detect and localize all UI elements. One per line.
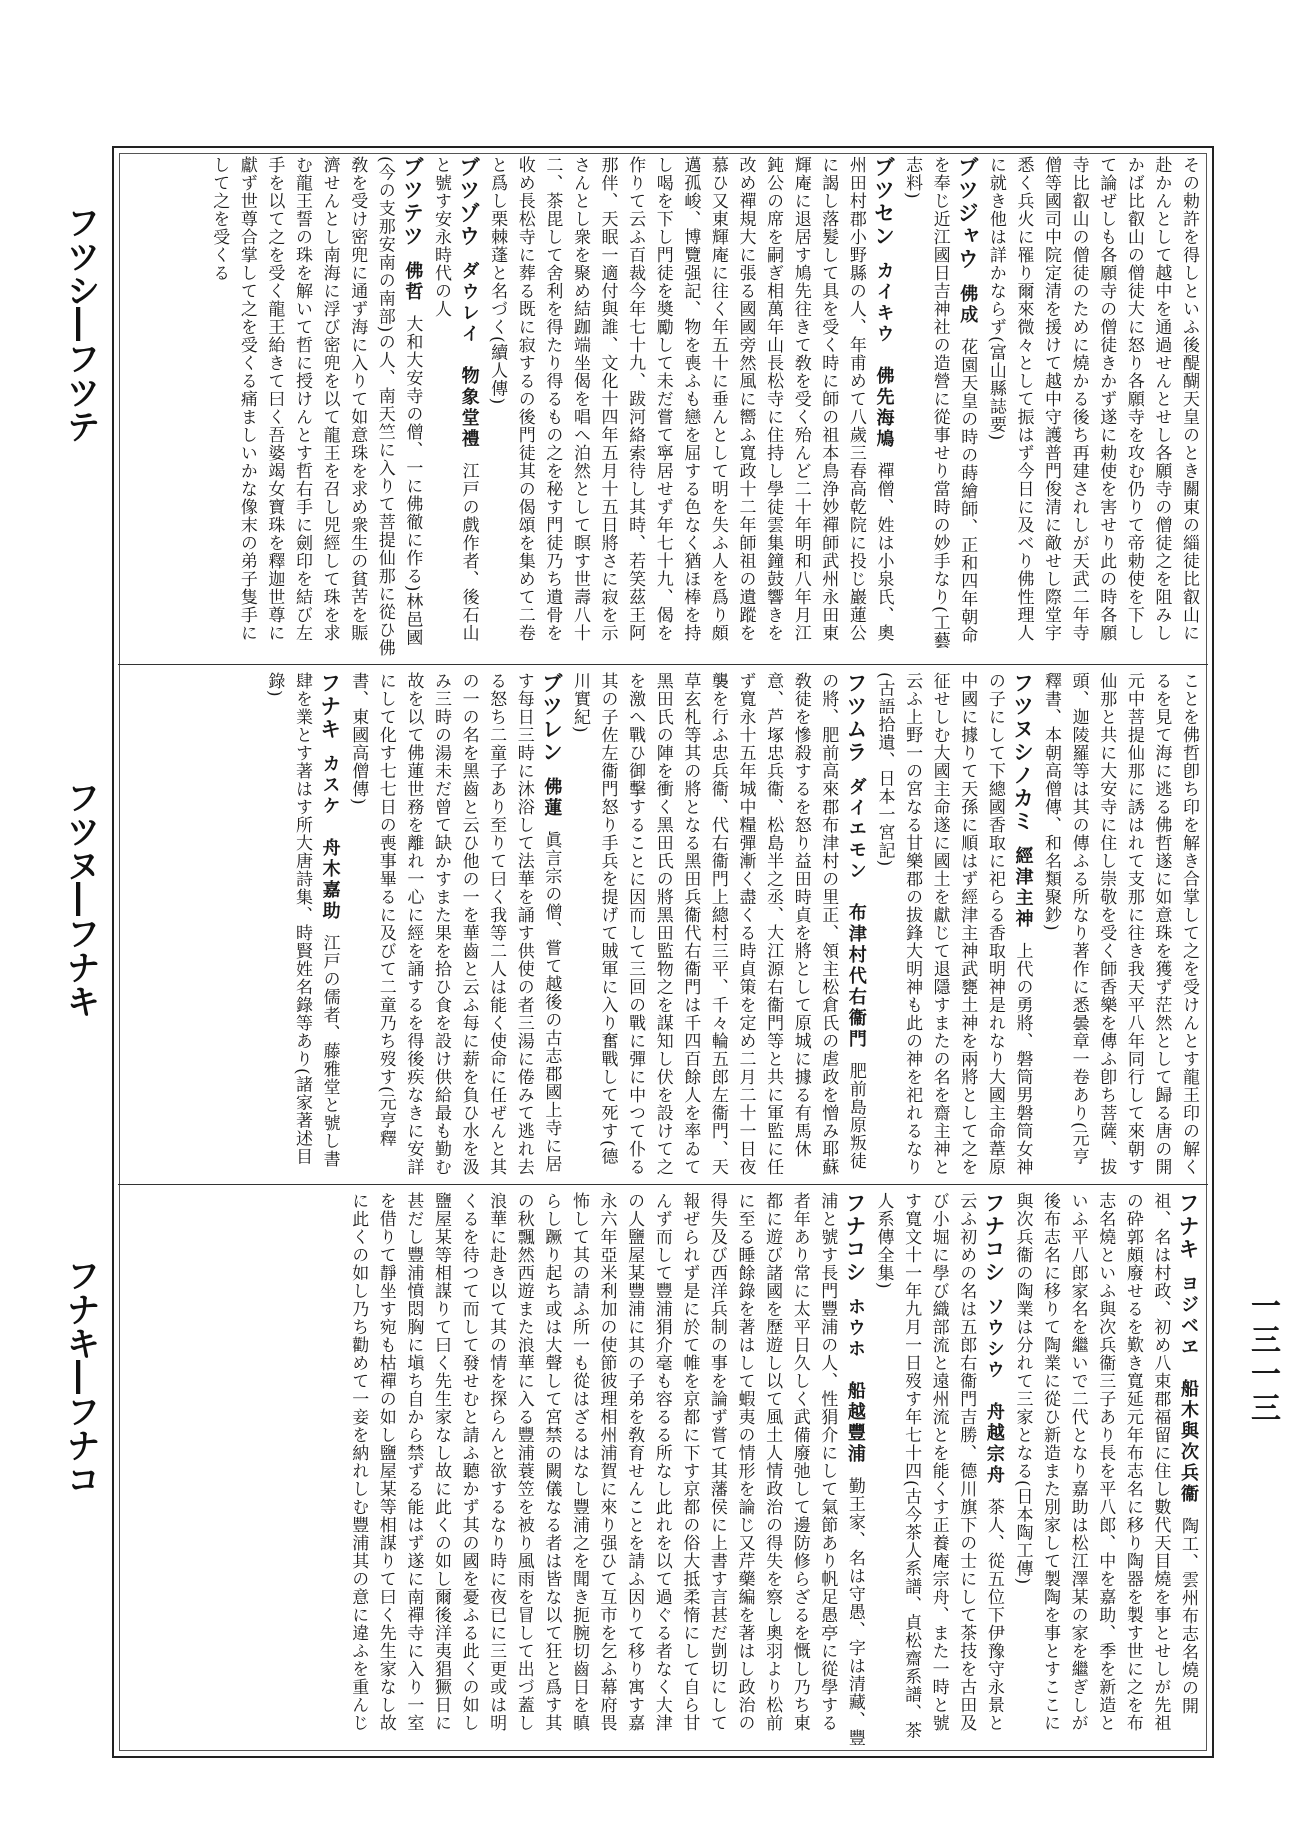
entry-heading: ブツセン bbox=[871, 156, 896, 248]
lower-tier-text bbox=[124, 1192, 1202, 1747]
tier-divider-lower bbox=[118, 1184, 1208, 1185]
entry-text: 江戸の戲作者、後石山と號す安永時代の人 bbox=[430, 156, 479, 642]
entry-heading: フナコシ bbox=[842, 1192, 867, 1284]
entry-kanji: ホウホ 船越豐浦 bbox=[844, 1297, 866, 1466]
entry-heading: ブツジャウ bbox=[955, 156, 980, 271]
entry-text: 茶人、從五位下伊豫守永景と云ふ初めの名は五郎右衞門吉勝、德川旗下の士にして茶技を古田及び小堀に學び織部流と遠州流とを能くす正養庵宗舟、また一時と號す寬文十一年九月一日歿す年七十四(古今茶人系譜、貞松齋系譜、茶人系傳全集) bbox=[873, 1192, 1004, 1740]
entry-text: 上代の勇將、磐筒男磐筒女神の子にして下總國香取に祀らる香取明神是れなり大國主命葦原中國に據りて天孫に順はず經津主神武甕土神を兩將として之を征せしむ大國主命遂に國土を獻じて退隱すまたの名を齋主神と云ふ上野一の宮なる甘樂郡の拔鋒大明神も此の神を祀れるなり(古語拾遺、日本一宮記) bbox=[874, 672, 1033, 1176]
entry-heading: フツムラ bbox=[843, 672, 868, 764]
entry-text: 江戸の儒者、藤雅堂と號し書肆を業とす著はす所大唐詩集、時賢姓名錄等あり(諸家著述目錄) bbox=[264, 672, 340, 1168]
entry-kanji: ダウレイ 物象堂禮 bbox=[458, 261, 480, 451]
entry-kanji: ヨジベヱ 船木與次兵衞 bbox=[1178, 1274, 1199, 1506]
entry-kanji: カスケ 舟木嘉助 bbox=[319, 754, 341, 923]
entry-heading: フナキ bbox=[1176, 1192, 1200, 1261]
entry-heading: フナキ bbox=[317, 672, 342, 741]
entry-text: 陶工、雲州布志名燒の開祖、名は村政、初め八束郡福留に住し數代天目燒を事とせしが先祖の砕郭頗廢せるを歎き寬延元年布志名に移り陶器を製す世に之を布志名燒といふ與次兵衞三子あり長を平八郎、中を嘉助、季を新造といふ平八郎家名を繼いで二代となり嘉助は松江澤某の家を繼ぎしが後布志名に移りて陶業に從ひ新造また別家して製陶を事とすここに與次兵衞の陶業は分れて三家となる(日本陶工傳) bbox=[1012, 1192, 1198, 1732]
entry-text: 眞言宗の僧、嘗て越後の古志郡國上寺に居す每日三時に沐浴して法華を誦す供使の者三湯に倦みて逃れ去る怒ち二童子あり至りて曰く我等二人は能く使命に任ぜんと其の一の名を黑齒と云ひ他の一を華齒と云ふ每に薪を負ひ水を汲み三時の湯未だ曾て缺かすまた果を拾ひ食を設け供給最も勤む故を以て佛蓮世務を離れ一心に經を誦するを得後疾なきに安詳にして化す七七日の喪事畢るに及びて二童乃ち歿す(元亨釋書、東國高僧傳) bbox=[348, 672, 562, 1176]
entry-text: 勤王家、名は守愚、字は清藏、豐浦と號す長門豐浦の人、性狷介にして氣節あり帆足愚亭に從學する者年あり常に太平日久しく武備廢弛して邊防修らざるを慨し乃ち東都に遊び諸國を歷遊し以て風土人情政治の得失を察し奧羽より松前に至る睡餘錄を著はして蝦夷の情形を論じ又芹藥編を著はし政治の得失及び西洋兵制の事を論ず嘗て其藩侯に上書す言甚だ剴切にして報ぜられず是に於て帷を京都に下す京都の俗大抵柔惰にして自ら甘んず而して豐浦狷介毫も容るる所なし此れを以て過ぐる者なく大津の人鹽屋某豐浦に其の子弟を敎育せんことを請ふ因りて移り寓す嘉永六年亞米利加の使節彼理相州浦賀に來り强ひて互市を乞ふ幕府畏怖して其の請ふ所一も從はざるはなし豐浦之を聞き扼腕切齒日を瞋らし蹶り起ち或は大聲して宮禁の闕儀なる者は皆な以て狂と爲す其の秋飄然西遊また浪華に入る豐浦蓑笠を被り風雨を冒して出づ蓋し浪華に赴き以て其の情を探らんと欲するなり時に夜已に三更或は明くるを待つて而して發せむと請ふ聽かず其の國を憂ふる此くの如し鹽屋某等相謀りて曰く先生家なし故に此くの如し爾後洋夷猖獗日に甚だし豐浦憤悶胸に塡ち自から禁ずる能はず遂に南禪寺に入り一室を借りて靜坐す宛も枯禪の如し鹽屋某等相謀りて曰く先生家なし故に此くの如し乃ち勸めて一妾を納れしむ豐浦其の意に違ふを重んじ bbox=[348, 1192, 865, 1747]
entry-text: 花園天皇の時の蒔繪師、正和四年朝命を奉じ近江國日吉神社の造營に從事せり當時の妙手なり(工藝志料) bbox=[902, 156, 978, 650]
entry-kanji: ダイエモン 布津村代右衞門 bbox=[845, 777, 867, 1051]
page-number: 一三一三 bbox=[1245, 1290, 1280, 1426]
entry-text: 禪僧、姓は小泉氏、奧州田村郡小野縣の人、年甫めて八歲三春高乾院に投じ巖蓮公に謁し落髮して具を受く時に師の祖本鳥浄妙禪師武州永田東輝庵に退居す鳩先往きて敎を受く殆んど二十年明和八年月江鈍公の席を嗣ぎ相萬年山長松寺に住持し學徒雲集鐘鼓響きを改め禪規大に張る國國旁然風に嚮ふ寬政十二年師祖の遺蹤を慕ひ又東輝庵に往く年五十に垂んとして明を失ふ人を爲り頗邁孤峻、博覽强記、物を喪ふも戀を屈する色なく猶ほ棒を持し喝を下し門徒を奬勵して未だ嘗て寧居せず年七十九、偈を作りて云ふ百裁今年七十九、跋河絡索待し其時、若笑茲王阿那伴、天眠一適付與誰、文化十四年五月十五日將さに寂を示さんとし衆を聚め結跏端坐偈を唱へ泊然として瞑す世壽八十二、茶毘して舍利を得たり得るもの之を秘す門徒乃ち遺骨を收め長松寺に葬る既に寂するの後門徒其の偈頌を集めて二卷と爲し栗棘蓬と名づく(續人傳) bbox=[487, 156, 894, 642]
upper-tier-text bbox=[124, 156, 1202, 658]
entry-text: 大和大安寺の僧、一に佛徹に作る)林邑國(今の支那安南の南部)の人、南天竺に入りて菩提仙那に從ひ佛敎を受け密兜に通ず海に入りて如意珠を求め衆生の貧苦を賑濟せんとし南海に浮び密兜を以て龍王を召し兕經して珠を求む龍王誓の珠を解いて哲に授けんとす哲右手に劍印を結び左手を以て之を受く龍王紿きて曰く吾婆竭女寶珠を釋迦世尊に獻ず世尊合掌して之を受くる痛ましいかな像末の弟子隻手にして之を受くる bbox=[209, 156, 423, 658]
continued-entry-text: その勅許を得しといふ後醍醐天皇のとき關東の緇徒比叡山に赴かんとして越中を通過せんとせし各願寺の僧徒之を阻みしかば比叡山の僧徒大に怒り各願寺を攻む仍りて帝勅使を下して論ぜしも各願寺の僧徒きかず遂に勅使を害せり此の時各願寺比叡山の僧徒のために燒かる後ち再建されしが天武二年寺僧等國司中院定清を援けて越中守護普門俊清に敵せし際堂宇悉く兵火に罹り爾來微々として振はず今日に及べり佛性理人に就き他は詳かならず(富山縣誌要) bbox=[985, 156, 1199, 642]
entry-kanji: 佛蓮 bbox=[541, 777, 563, 820]
entry-kanji: ソウシウ 舟越宗舟 bbox=[983, 1297, 1005, 1487]
entry-heading: フツヌシノカミ bbox=[1010, 672, 1035, 833]
entry-text: 肥前島原叛徒の將、肥前高來郡布津村の里正、領主松倉氏の虐政を憎み耶蘇敎徒を慘殺するを怒り益田時貞を將として原城に據る有馬休意、芦塚忠兵衞、松島半之丞、大江源右衞門等と共に軍監に任ず寬永十五年城中糧彈漸く盡くる時貞策を定め二月二十一日夜襲を行ふ忠兵衞、代右衞門上總村三平、千々輪五郎左衞門、天草玄札等其の將となる黑田兵衞代右衞門は千四百餘人を率ゐて黑田氏の陣を衝く黑田氏の將黑田監物之を謀知し伏を設けて之を激へ戰ひ御擊することに因而して三回の戰に彈に中つて仆る其の子佐左衞門怒り手兵を提げて賊軍に入り奮戰して死す(德川實紀) bbox=[569, 672, 866, 1176]
entry-kanji: 佛成 bbox=[957, 284, 979, 327]
running-head-upper: フツシ―フツテ bbox=[60, 205, 100, 443]
running-head-middle: フツヌ―フナキ bbox=[60, 780, 100, 1018]
entry-heading: フナコシ bbox=[981, 1192, 1006, 1284]
entry-kanji: 經津主神 bbox=[1012, 846, 1034, 931]
running-head-lower: フナキ―フナコ bbox=[60, 1258, 100, 1496]
tier-divider-upper bbox=[118, 664, 1208, 665]
entry-heading: ブツゾウ bbox=[456, 156, 481, 248]
entry-kanji: カイキウ 佛先海鳩 bbox=[873, 261, 895, 451]
entry-kanji: 佛哲 bbox=[402, 261, 424, 304]
continued-entry-text: ことを佛哲卽ち印を解き合掌して之を受けんとす龍王印の解くるを見て海に逃る佛哲遂に如意珠を獲ず茫然として歸る唐の開元中菩提仙那に誘はれて支那に往き我天平八年同行して來朝す仙那と共に大安寺に住し崇敬を受く師香樂を傳ふ卽ち菩薩、拔頭、迦陵羅等は其の傳ふる所なり著作に悉曇章一卷あり(元亨釋書、本朝高僧傳、和名類聚鈔) bbox=[1041, 672, 1199, 1176]
entry-heading: ブツレン bbox=[539, 672, 564, 764]
entry-heading: ブツテツ bbox=[400, 156, 425, 248]
middle-tier-text bbox=[124, 672, 1202, 1177]
